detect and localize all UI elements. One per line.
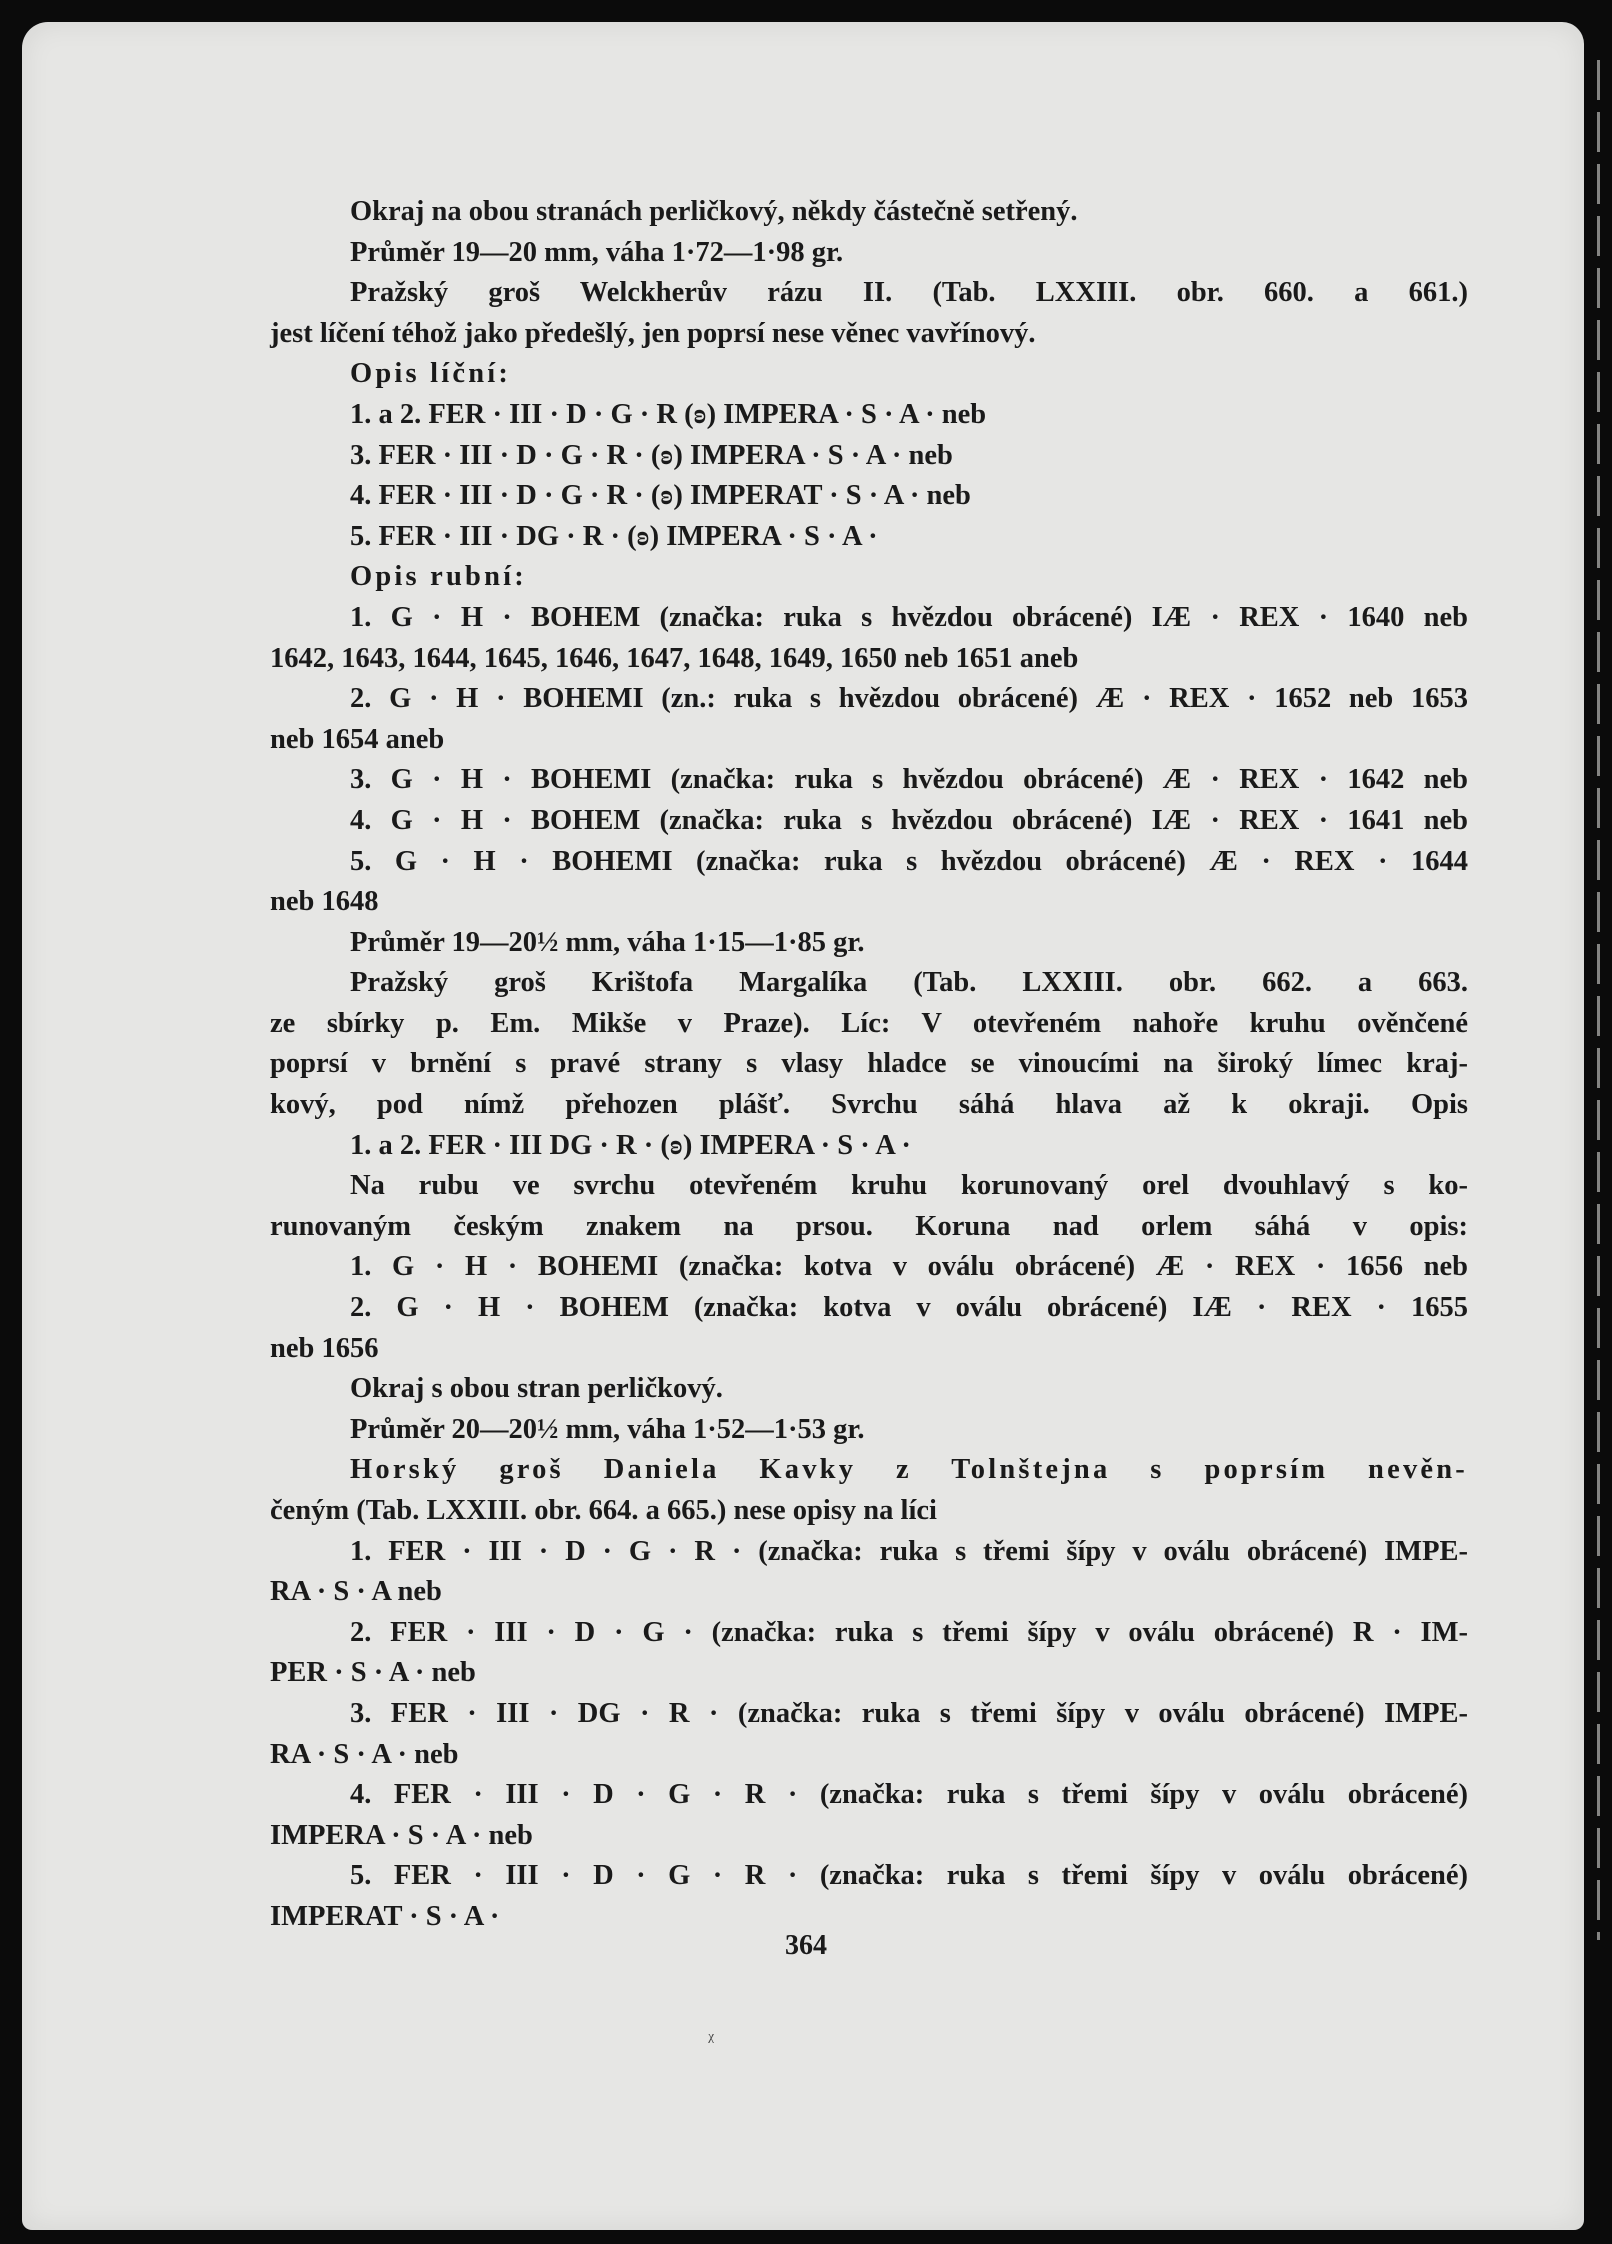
text-line: RA · S · A neb	[270, 1576, 442, 1608]
text-line: 5. G · H · BOHEMI (značka: ruka s hvězdou obrácené) Æ · REX · 1644	[350, 845, 1468, 877]
text-line: 1. G · H · BOHEMI (značka: kotva v oválu obrácené) Æ · REX · 1656 neb	[350, 1251, 1468, 1283]
text-line: Průměr 19—20½ mm, váha 1·15—1·85 gr.	[350, 926, 865, 958]
text-line: IMPERAT · S · A ·	[270, 1900, 500, 1932]
text-line: Pražský groš Welckherův rázu II. (Tab. LXXIII. obr. 660. a 661.)	[350, 277, 1468, 309]
text-line: PER · S · A · neb	[270, 1657, 476, 1689]
text-line: 3. FER · III · D · G · R · (ʚ) IMPERA · S · A · neb	[350, 439, 953, 471]
text-line: 1642, 1643, 1644, 1645, 1646, 1647, 1648, 1649, 1650 neb 1651 aneb	[270, 642, 1079, 674]
text-line: Pražský groš Krištofa Margalíka (Tab. LXXIII. obr. 662. a 663.	[350, 967, 1468, 999]
text-line: 2. FER · III · D · G · (značka: ruka s třemi šípy v oválu obrácené) R · IM-	[350, 1616, 1468, 1648]
text-line: poprsí v brnění s pravé strany s vlasy hladce se vinoucími na široký límec kraj-	[270, 1048, 1468, 1080]
text-line: jest líčení téhož jako předešlý, jen poprsí nese věnec vavřínový.	[270, 317, 1036, 349]
text-line: Průměr 19—20 mm, váha 1·72—1·98 gr.	[350, 236, 844, 268]
text-line: 5. FER · III · DG · R · (ʚ) IMPERA · S · A ·	[350, 520, 878, 552]
text-line: 2. G · H · BOHEM (značka: kotva v oválu obrácené) IÆ · REX · 1655	[350, 1292, 1468, 1324]
text-line: 4. G · H · BOHEM (značka: ruka s hvězdou obrácené) IÆ · REX · 1641 neb	[350, 804, 1468, 836]
text-line: 1. G · H · BOHEM (značka: ruka s hvězdou obrácené) IÆ · REX · 1640 neb	[350, 601, 1468, 633]
text-line: 1. a 2. FER · III · D · G · R (ʚ) IMPERA · S · A · neb	[350, 398, 987, 430]
text-line: neb 1656	[270, 1332, 379, 1364]
text-line: ze sbírky p. Em. Mikše v Praze). Líc: V otevřeném nahoře kruhu ověnčené	[270, 1007, 1468, 1039]
text-line: 5. FER · III · D · G · R · (značka: ruka s třemi šípy v oválu obrácené)	[350, 1860, 1468, 1892]
text-line: čeným (Tab. LXXIII. obr. 664. a 665.) nese opisy na líci	[270, 1495, 937, 1526]
text-line: Opis líční:	[350, 358, 512, 390]
text-line: RA · S · A · neb	[270, 1738, 459, 1770]
text-line: IMPERA · S · A · neb	[270, 1819, 533, 1851]
text-line: 2. G · H · BOHEMI (zn.: ruka s hvězdou obrácené) Æ · REX · 1652 neb 1653	[350, 683, 1468, 715]
page-number: 364	[785, 1930, 827, 1961]
text-line: Opis rubní:	[350, 561, 527, 593]
text-line: Okraj na obou stranách perličkový, někdy částečně setřený.	[350, 196, 1078, 227]
text-line: neb 1648	[270, 886, 379, 918]
text-line: Okraj s obou stran perličkový.	[350, 1373, 723, 1405]
scanned-page	[22, 22, 1584, 2230]
text-line: 1. FER · III · D · G · R · (značka: ruka s třemi šípy v oválu obrácené) IMPE-	[350, 1535, 1468, 1567]
text-line: 4. FER · III · D · G · R · (značka: ruka s třemi šípy v oválu obrácené)	[350, 1779, 1468, 1811]
text-line: 4. FER · III · D · G · R · (ʚ) IMPERAT · S · A · neb	[350, 480, 971, 512]
text-line: Na rubu ve svrchu otevřeném kruhu korunovaný orel dvouhlavý s ko-	[350, 1170, 1468, 1202]
text-line: 1. a 2. FER · III DG · R · (ʚ) IMPERA · S · A ·	[350, 1129, 911, 1161]
text-line: runovaným českým znakem na prsou. Koruna nad orlem sáhá v opis:	[270, 1210, 1468, 1242]
text-line: 3. FER · III · DG · R · (značka: ruka s třemi šípy v oválu obrácené) IMPE-	[350, 1697, 1468, 1729]
scan-edge	[1586, 0, 1612, 2244]
text-line: kový, pod nímž přehozen plášť. Svrchu sáhá hlava až k okraji. Opis	[270, 1089, 1468, 1121]
text-line: Průměr 20—20½ mm, váha 1·52—1·53 gr.	[350, 1413, 865, 1445]
text-line: Horský groš Daniela Kavky z Tolnštejna s poprsím nevěn-	[350, 1454, 1468, 1486]
text-line: 3. G · H · BOHEMI (značka: ruka s hvězdou obrácené) Æ · REX · 1642 neb	[350, 764, 1468, 796]
text-line: neb 1654 aneb	[270, 723, 445, 755]
page-text-body	[270, 192, 1468, 1938]
decorative-mark: ᵪ	[708, 2018, 715, 2043]
